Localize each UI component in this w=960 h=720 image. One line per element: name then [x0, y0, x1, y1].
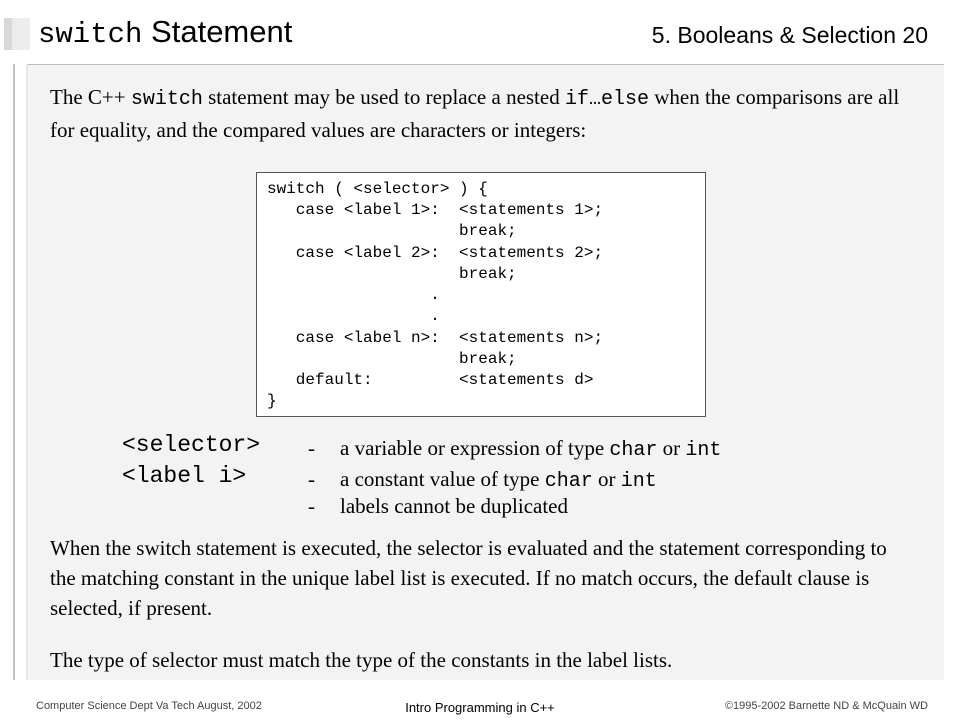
definition-text: a variable or expression of type	[340, 436, 610, 460]
code-block	[256, 172, 706, 417]
title-code-keyword: switch	[38, 18, 143, 51]
definition-term-selector: <selector>	[122, 432, 261, 458]
definition-dash: -	[308, 436, 315, 460]
definition-text-duplicates: labels cannot be duplicated	[340, 494, 568, 518]
footer-right: ©1995-2002 Barnette ND & McQuain WD	[724, 700, 928, 712]
intro-code-ifelse: if…else	[564, 88, 649, 111]
intro-code-switch: switch	[130, 88, 203, 111]
code-line: .	[267, 307, 440, 325]
intro-paragraph	[50, 82, 910, 145]
definition-text-selector	[340, 436, 721, 462]
code-line: break;	[267, 350, 517, 368]
definition-text-label	[340, 467, 657, 493]
footer-center: Intro Programming in C++	[405, 700, 555, 715]
code-line: case <label 2>: <statements 2>;	[267, 244, 604, 262]
code-line: .	[267, 286, 440, 304]
code-line: case <label n>: <statements n>;	[267, 329, 604, 347]
definition-code: int	[685, 439, 722, 462]
intro-text-2: statement may be used to replace a nested	[202, 85, 565, 109]
chapter-header	[652, 22, 928, 49]
code-line: break;	[267, 222, 517, 240]
definition-term-label: <label i>	[122, 463, 247, 489]
definition-text: or	[592, 467, 621, 491]
definition-text: a constant value of type	[340, 467, 545, 491]
code-line: default: <statements d>	[267, 371, 594, 389]
code-line: case <label 1>: <statements 1>;	[267, 201, 604, 219]
footer-left: Computer Science Dept Va Tech August, 2002	[36, 700, 262, 712]
corner-decoration	[4, 18, 30, 50]
chapter-title: 5. Booleans & Selection	[651, 22, 897, 48]
left-margin-rule	[13, 64, 28, 680]
definition-code: int	[620, 470, 657, 493]
code-line: }	[267, 392, 277, 410]
code-line: switch ( <selector> ) {	[267, 180, 488, 198]
intro-text-3: when the comparisons are all for equality, and the compared values are characters or integers:	[50, 85, 900, 142]
type-match-paragraph: The type of selector must match the type of the constants in the label lists.	[50, 648, 673, 672]
page-number: 20	[902, 22, 928, 48]
definition-dash: -	[308, 467, 315, 491]
title-text: Statement	[151, 14, 293, 49]
code-line: break;	[267, 265, 517, 283]
definition-code: char	[544, 470, 593, 493]
slide-title	[38, 12, 292, 55]
definition-text: or	[657, 436, 686, 460]
definition-code: char	[609, 439, 658, 462]
execution-paragraph: When the switch statement is executed, the selector is evaluated and the statement corresponding to the matching constant in the unique label list is executed. If no match occurs, the default clause is selected, if present.	[50, 536, 887, 620]
intro-text-1: The C++	[50, 85, 131, 109]
definition-dash: -	[308, 494, 315, 518]
